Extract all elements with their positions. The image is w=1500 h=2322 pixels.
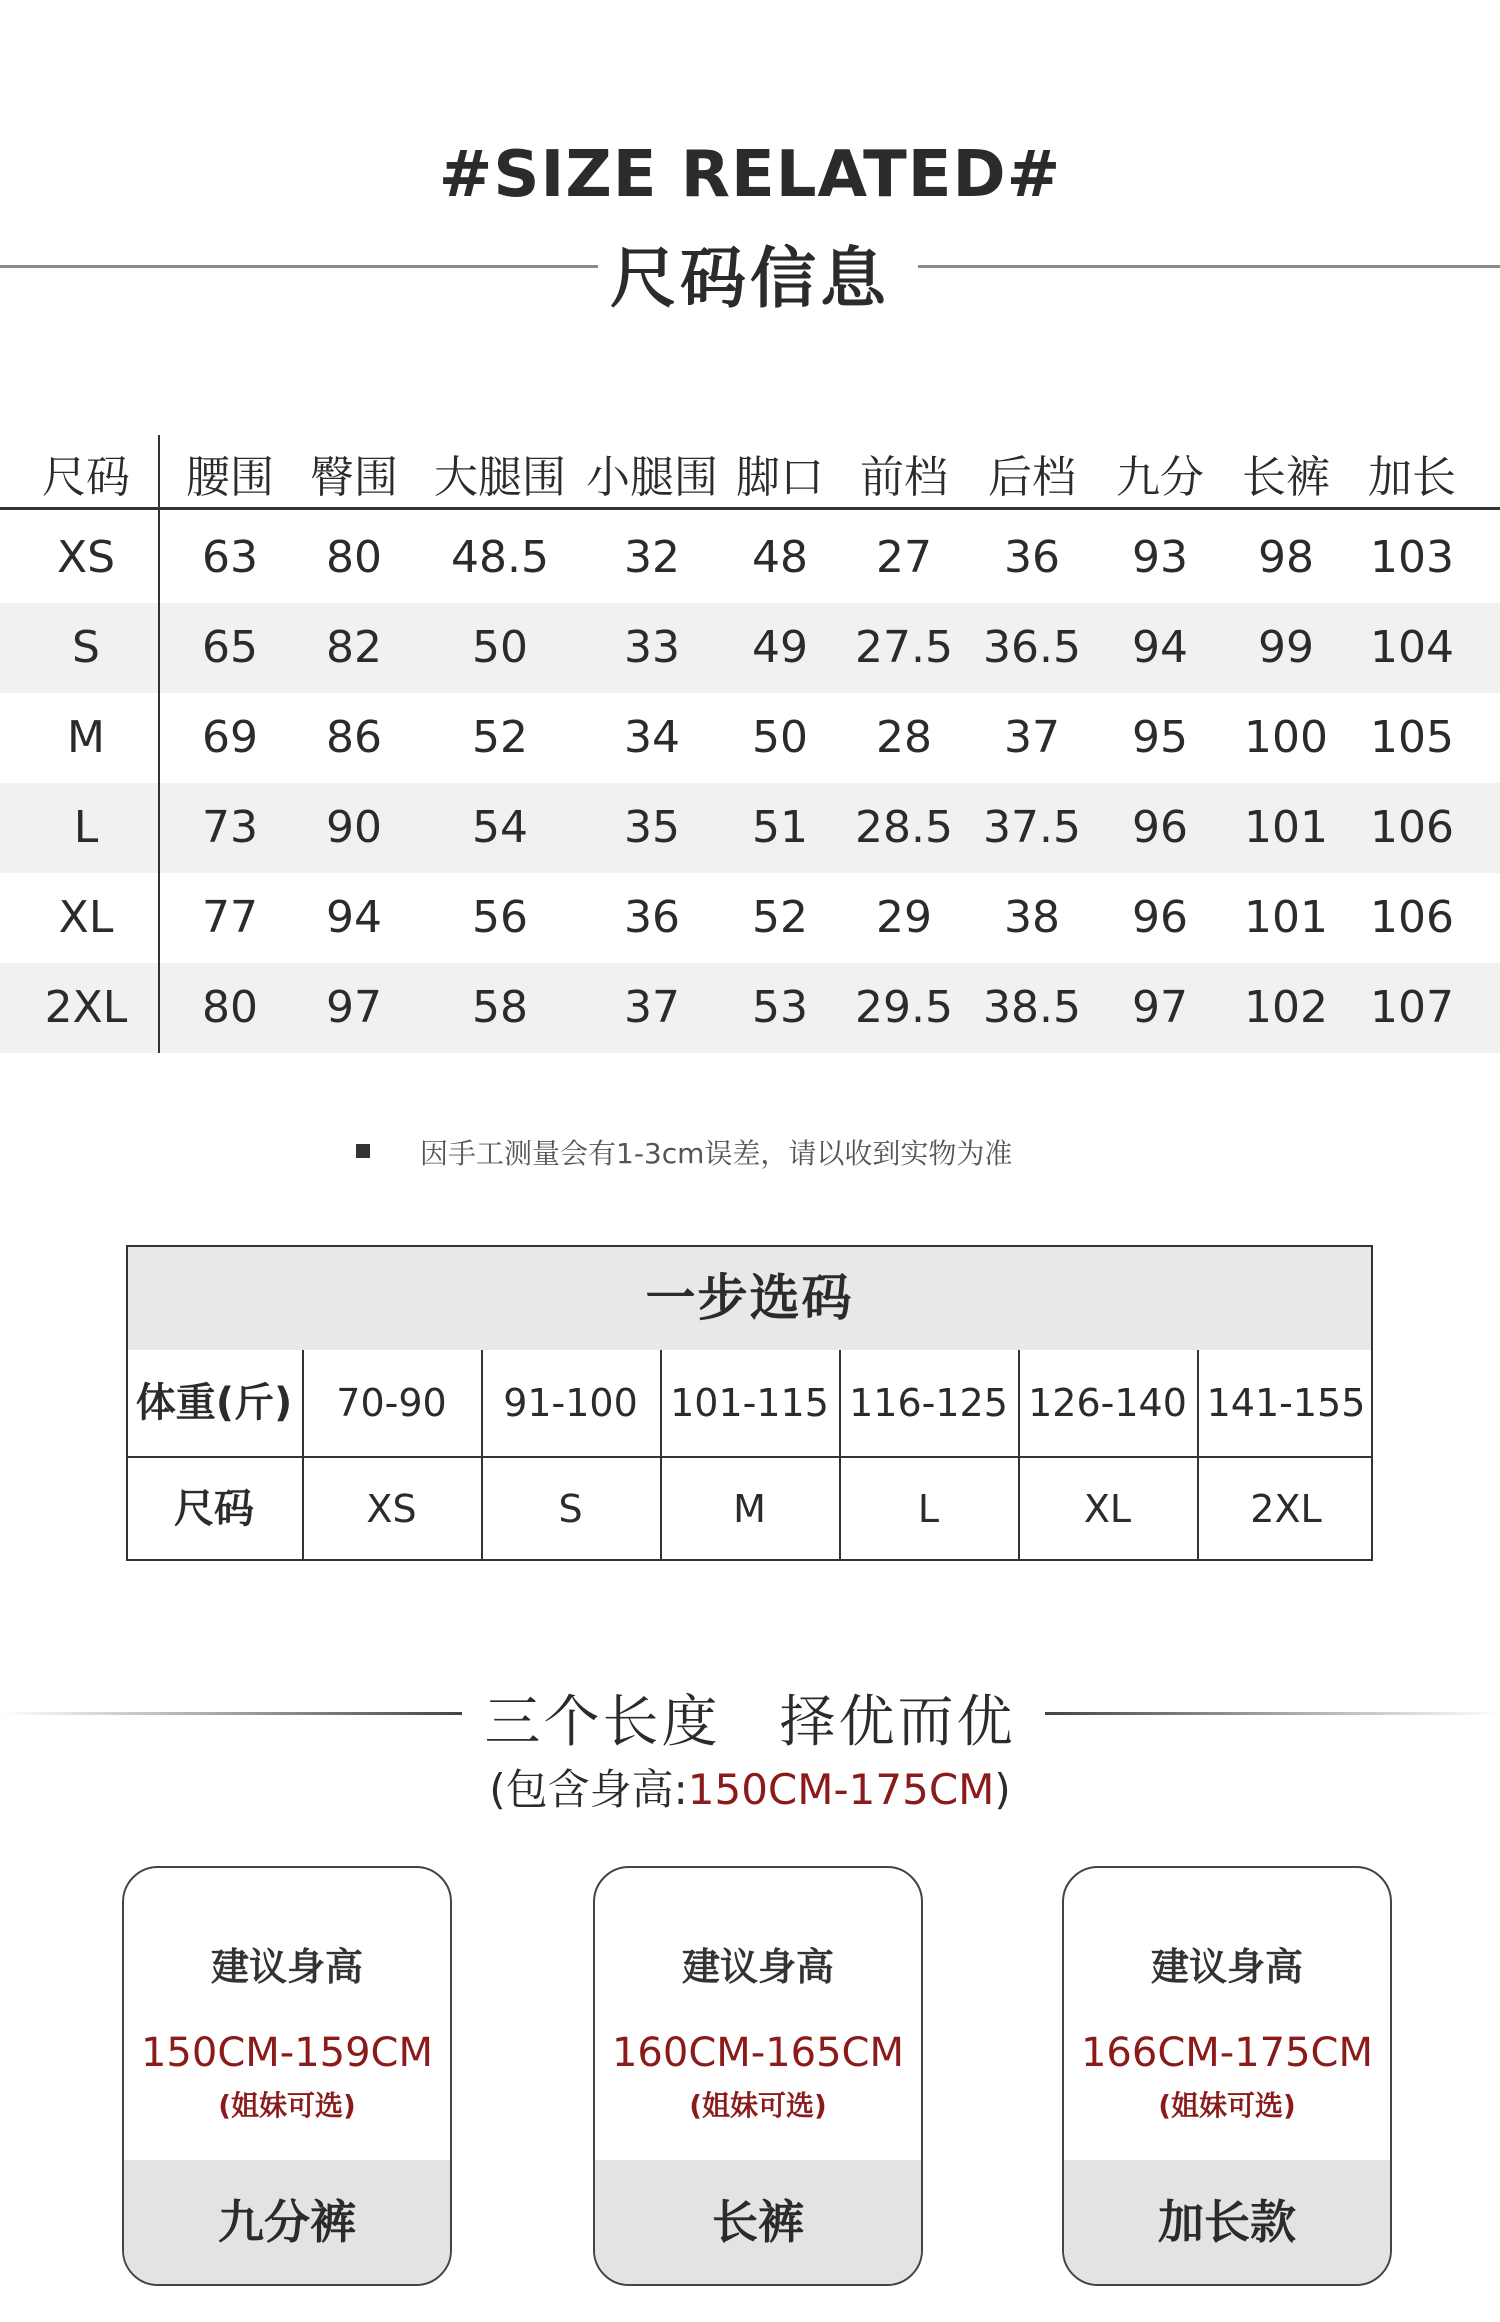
size-table-cell: S: [72, 622, 100, 673]
size-table-cell: 35: [624, 802, 680, 853]
size-table-cell: 106: [1370, 892, 1454, 943]
size-table-cell: 94: [1132, 622, 1188, 673]
size-table-cell: 94: [326, 892, 382, 943]
height-range: 166CM-175CM: [1080, 2030, 1373, 2076]
size-table-cell: 50: [752, 712, 808, 763]
quick-select-weight-cell: 91-100: [481, 1350, 658, 1456]
suggested-height-label: 建议身高: [1150, 1945, 1303, 1989]
size-table-cell: 29: [876, 892, 932, 943]
quick-select-size-cell: L: [839, 1458, 1016, 1561]
size-table-cell: 28.5: [855, 802, 953, 853]
size-header-cell: 臀围: [310, 452, 398, 503]
size-table-cell: 38.5: [983, 982, 1081, 1033]
size-header-cell: 九分: [1116, 452, 1204, 503]
size-table-row: [0, 783, 1500, 873]
suggested-height-label: 建议身高: [210, 1945, 363, 1989]
size-table-cell: 104: [1370, 622, 1454, 673]
header-line-right: [918, 265, 1500, 268]
lengths-subtitle-suffix: ): [994, 1765, 1011, 1814]
size-table-cell: 77: [202, 892, 258, 943]
size-table-cell: 36.5: [983, 622, 1081, 673]
quick-select-weight-cell: 126-140: [1018, 1350, 1195, 1456]
size-table-cell: 36: [1004, 532, 1060, 583]
size-table-cell: 73: [202, 802, 258, 853]
height-range: 160CM-165CM: [611, 2030, 904, 2076]
size-table-cell: 52: [472, 712, 528, 763]
size-table-cell: 101: [1244, 802, 1328, 853]
lengths-subtitle-prefix: (包含身高:: [489, 1765, 688, 1814]
size-table-cell: 27.5: [855, 622, 953, 673]
size-table-cell: 50: [472, 622, 528, 673]
card-note: (姐妹可选): [218, 2089, 356, 2122]
lengths-line-right: [1045, 1712, 1500, 1715]
card-note: (姐妹可选): [1158, 2089, 1296, 2122]
quick-select-weight-label: 体重(斤): [135, 1380, 293, 1426]
size-table-cell: 48: [752, 532, 808, 583]
size-header-cell: 腰围: [186, 452, 274, 503]
lengths-title: 三个长度 择优而优: [484, 1690, 1016, 1755]
size-table-cell: 49: [752, 622, 808, 673]
size-table-cell: 28: [876, 712, 932, 763]
size-table-cell: 37: [1004, 712, 1060, 763]
header-title-cn: 尺码信息: [610, 240, 890, 317]
size-table-cell: 86: [326, 712, 382, 763]
length-name: 长裤: [595, 2160, 921, 2284]
size-table-cell: 98: [1258, 532, 1314, 583]
size-table-cell: 54: [472, 802, 528, 853]
length-name: 加长款: [1064, 2160, 1390, 2284]
size-header-cell: 尺码: [42, 452, 130, 503]
size-table-cell: 90: [326, 802, 382, 853]
size-table-cell: 34: [624, 712, 680, 763]
size-table-row: [0, 963, 1500, 1053]
size-header-cell: 加长: [1368, 452, 1456, 503]
size-table-row: [0, 873, 1500, 963]
size-table-cell: 97: [326, 982, 382, 1033]
size-table-cell: L: [73, 802, 99, 853]
quick-select-size-cell: XL: [1018, 1458, 1195, 1561]
quick-select-table: [126, 1245, 1373, 1561]
size-table-cell: 65: [202, 622, 258, 673]
size-table-cell: 97: [1132, 982, 1188, 1033]
size-table-header-divider: [0, 507, 1500, 510]
size-table-cell: M: [67, 712, 105, 763]
size-table-cell: XS: [56, 532, 116, 583]
quick-select-size-cell: M: [660, 1458, 837, 1561]
size-table-cell: 80: [326, 532, 382, 583]
quick-select-size-cell: 2XL: [1197, 1458, 1373, 1561]
size-header-cell: 前档: [860, 452, 948, 503]
size-table-cell: 29.5: [855, 982, 953, 1033]
size-table-cell: 96: [1132, 892, 1188, 943]
header-title-en: #SIZE RELATED#: [438, 138, 1062, 212]
quick-select-size-cell: S: [481, 1458, 658, 1561]
size-table-row: [0, 693, 1500, 783]
quick-select-weight-cell: 70-90: [302, 1350, 479, 1456]
note-bullet-icon: [356, 1144, 370, 1158]
size-table-cell: 51: [752, 802, 808, 853]
lengths-subtitle-range: 150CM-175CM: [687, 1765, 995, 1814]
quick-select-weight-cell: 101-115: [660, 1350, 837, 1456]
size-table-row: [0, 513, 1500, 603]
size-table-cell: 2XL: [44, 982, 128, 1033]
quick-select-size-label: 尺码: [174, 1486, 254, 1532]
size-header-cell: 长裤: [1242, 452, 1330, 503]
length-name: 九分裤: [124, 2160, 450, 2284]
size-table-cell: 95: [1132, 712, 1188, 763]
quick-select-title: 一步选码: [128, 1247, 1371, 1350]
size-table-cell: 106: [1370, 802, 1454, 853]
length-card: [1062, 1866, 1392, 2286]
length-card: [122, 1866, 452, 2286]
height-range: 150CM-159CM: [140, 2030, 433, 2076]
size-table-cell: 80: [202, 982, 258, 1033]
size-table-column-divider: [158, 435, 160, 1053]
size-table-cell: 69: [202, 712, 258, 763]
size-table-cell: 37.5: [983, 802, 1081, 853]
measurement-note: 因手工测量会有1-3cm误差，请以收到实物为准: [420, 1137, 1013, 1170]
size-table-cell: 100: [1244, 712, 1328, 763]
size-table-cell: 58: [472, 982, 528, 1033]
lengths-subtitle: [0, 1757, 1500, 1817]
size-table-cell: 63: [202, 532, 258, 583]
size-table-cell: 96: [1132, 802, 1188, 853]
size-table-cell: 102: [1244, 982, 1328, 1033]
size-table-cell: 82: [326, 622, 382, 673]
size-table-cell: 38: [1004, 892, 1060, 943]
size-table-cell: 33: [624, 622, 680, 673]
size-header-cell: 脚口: [736, 452, 824, 503]
size-table-cell: 52: [752, 892, 808, 943]
size-table-cell: 101: [1244, 892, 1328, 943]
size-header-cell: 小腿围: [586, 452, 718, 503]
quick-select-size-cell: XS: [302, 1458, 479, 1561]
size-table-cell: 48.5: [451, 532, 549, 583]
size-table-cell: 56: [472, 892, 528, 943]
size-table-cell: 53: [752, 982, 808, 1033]
size-table-cell: 36: [624, 892, 680, 943]
size-table-cell: 37: [624, 982, 680, 1033]
size-table-cell: XL: [58, 892, 114, 943]
size-table-row: [0, 603, 1500, 693]
size-table-cell: 99: [1258, 622, 1314, 673]
size-header-cell: 后档: [988, 452, 1076, 503]
size-header-cell: 大腿围: [434, 452, 566, 503]
size-table-cell: 32: [624, 532, 680, 583]
size-table-cell: 105: [1370, 712, 1454, 763]
quick-select-weight-cell: 116-125: [839, 1350, 1016, 1456]
size-table-cell: 93: [1132, 532, 1188, 583]
size-table-cell: 103: [1370, 532, 1454, 583]
length-card: [593, 1866, 923, 2286]
size-table-cell: 27: [876, 532, 932, 583]
suggested-height-label: 建议身高: [681, 1945, 834, 1989]
size-table-cell: 107: [1370, 982, 1454, 1033]
quick-select-weight-cell: 141-155: [1197, 1350, 1373, 1456]
card-note: (姐妹可选): [689, 2089, 827, 2122]
